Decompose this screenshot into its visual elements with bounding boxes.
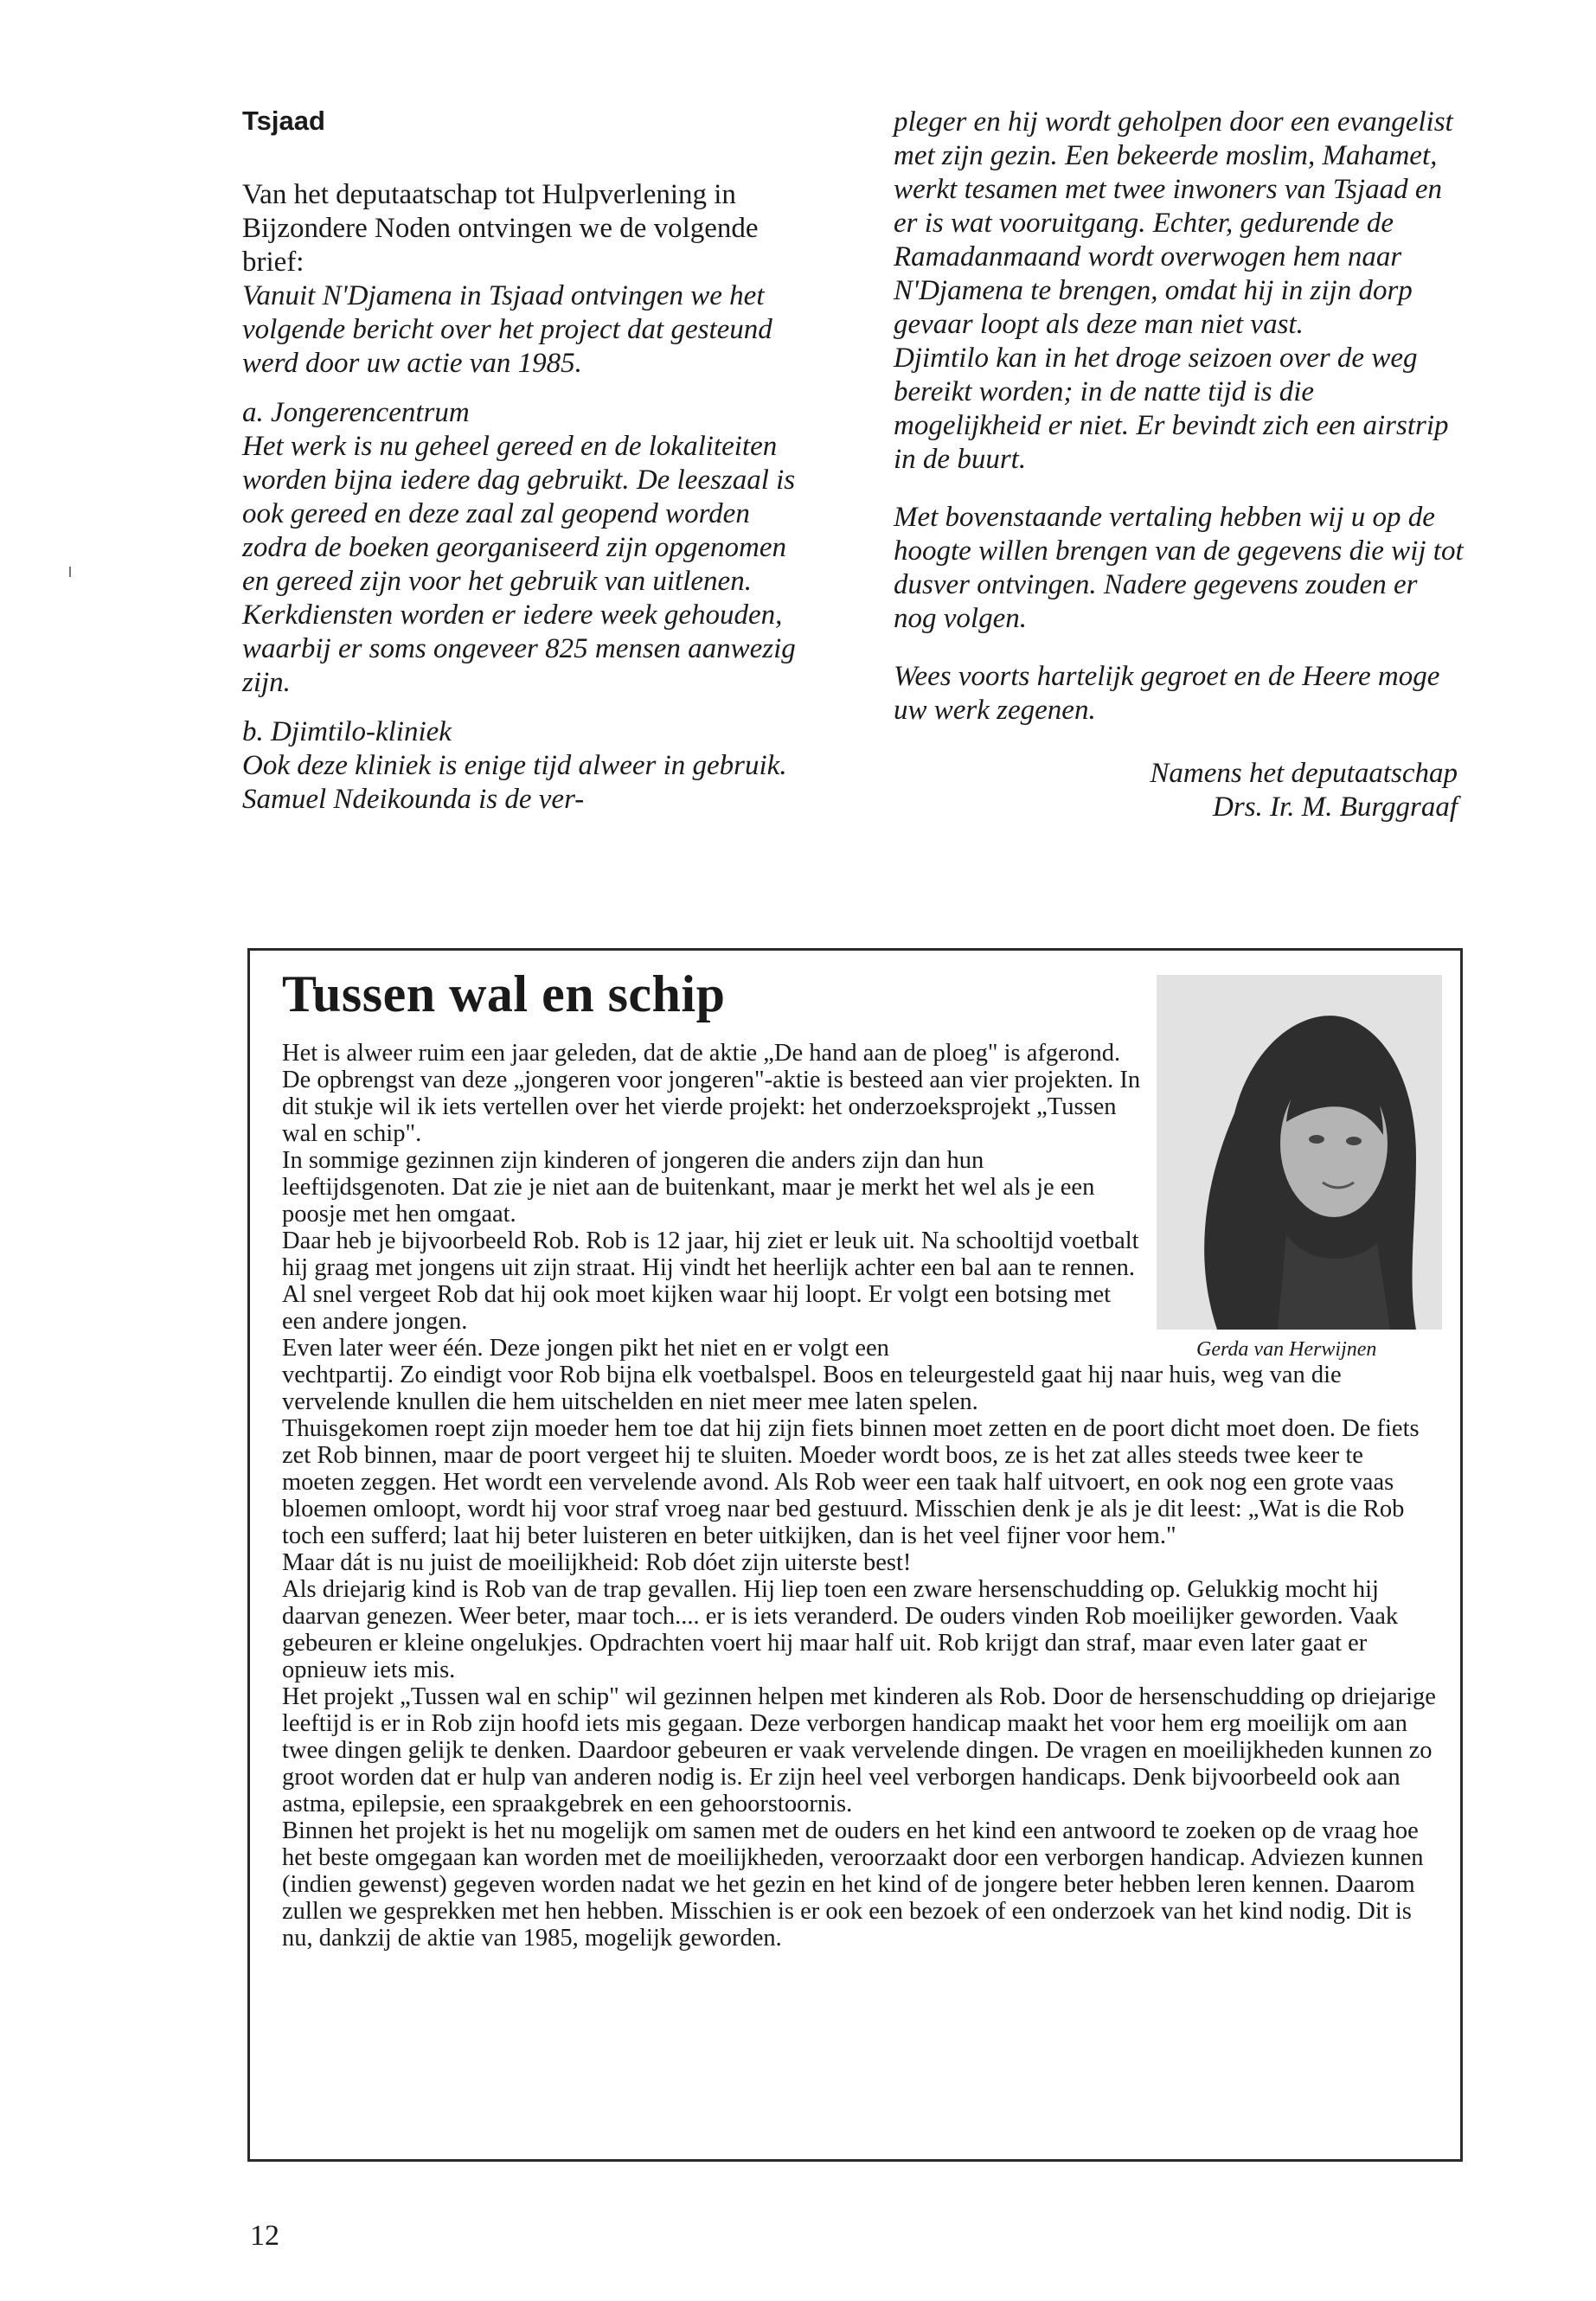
section-b-title: b. Djimtilo-kliniek xyxy=(242,716,452,747)
article-paragraph-2: In sommige gezinnen zijn kinderen of jongeren die anders zijn dan hun leeftijdsgenoten. Dat zie je niet aan de buitenkant, maar je merkt het wel als je een poosje met hen omgaat. xyxy=(282,1147,1095,1227)
page-number: 12 xyxy=(250,2220,279,2252)
letter-intro: Vanuit N'Djamena in Tsjaad ontvingen we het volgende bericht over het project dat gesteund werd door uw actie van 1985. xyxy=(242,280,772,379)
intro-paragraph: Van het deputaatschap tot Hulpverlening in Bijzondere Noden ontvingen we de volgende brief: xyxy=(242,179,759,278)
right-paragraph-4: Wees voorts hartelijk gegroet en de Heere moge uw werk zegenen. xyxy=(894,661,1440,726)
scan-mark xyxy=(69,567,71,577)
article-paragraph-1: Het is alweer ruim een jaar geleden, dat de aktie „De hand aan de ploeg" is afgerond. De opbrengst van deze „jongeren voor jongeren"-aktie is besteed aan vier projekten. In dit stukje wil ik iets vertellen over het vierde projekt: het onderzoeksprojekt „Tussen wal en schip". xyxy=(282,1040,1141,1147)
article-paragraph-3: Daar heb je bijvoorbeeld Rob. Rob is 12 jaar, hij ziet er leuk uit. Na schooltijd voetbalt hij graag met jongens uit zijn straat. Hij vindt het heerlijk achter een bal aan te rennen. Al snel vergeet Rob dat hij ook moet kijken waar hij loopt. Er volgt een botsing met een andere jongen. xyxy=(282,1227,1139,1335)
right-paragraph-1: pleger en hij wordt geholpen door een evangelist met zijn gezin. Een bekeerde moslim, Mahamet, werkt tesamen met twee inwoners van Tsjaad en er is wat vooruitgang. Echter, gedurende de Ramadanmaand wordt overwogen hem naar N'Djamena te brengen, omdat hij in zijn dorp gevaar loopt als deze man niet vast. xyxy=(894,106,1453,340)
article-paragraph-4b: vechtpartij. Zo eindigt voor Rob bijna elk voetbalspel. Boos en teleurgesteld gaat hij naar huis, weg van die vervelende knullen die hem uitschelden en niet meer mee laten spelen. xyxy=(282,1362,1342,1415)
section-b-text: Ook deze kliniek is enige tijd alweer in gebruik. Samuel Ndeikounda is de ver- xyxy=(242,750,787,815)
right-paragraph-3: Met bovenstaande vertaling hebben wij u op de hoogte willen brengen van de gegevens die wij tot dusver ontvingen. Nadere gegevens zouden er nog volgen. xyxy=(894,502,1464,634)
signature-block xyxy=(894,757,1465,824)
section-heading: Tsjaad xyxy=(242,106,325,136)
article-body xyxy=(282,1040,1437,1952)
right-paragraph-2: Djimtilo kan in het droge seizoen over de weg bereikt worden; in de natte tijd is die mogelijkheid er niet. Er bevindt zich een airstrip in de buurt. xyxy=(894,343,1449,475)
section-a-title: a. Jongerencentrum xyxy=(242,397,470,428)
photo-caption: Gerda van Herwijnen xyxy=(1196,1338,1377,1361)
article-title: Tussen wal en schip xyxy=(282,965,726,1022)
article-paragraph-4a: Even later weer één. Deze jongen pikt het niet en er volgt een xyxy=(282,1335,889,1362)
article-paragraph-5: Thuisgekomen roept zijn moeder hem toe dat hij zijn fiets binnen moet zetten en de poort dicht moet doen. De fiets zet Rob binnen, maar de poort vergeet hij te sluiten. Moeder wordt boos, ze is het zat alles steeds twee keer te moeten zeggen. Het wordt een vervelende avond. Als Rob weer een taak half uitvoert, en ook nog een grote vaas bloemen omloopt, wordt hij voor straf vroeg naar bed gestuurd. Misschien denk je als je dit leest: „Wat is die Rob toch een sufferd; laat hij beter luisteren en beter uitkijken, dan is het veel fijner voor hem." xyxy=(282,1415,1420,1549)
article-paragraph-6: Maar dát is nu juist de moeilijkheid: Rob dóet zijn uiterste best! xyxy=(282,1549,912,1576)
article-paragraph-8: Het projekt „Tussen wal en schip" wil gezinnen helpen met kinderen als Rob. Door de hersenschudding op driejarige leeftijd is er in Rob zijn hoofd iets mis gegaan. Deze verborgen handicap maakt het voor hem erg moeilijk om aan twee dingen gelijk te denken. Daardoor gebeuren er vaak vervelende dingen. De vragen en moeilijkheden kunnen zo groot worden dat er hulp van anderen nodig is. Er zijn heel veel verborgen handicaps. Denk bijvoorbeeld ook aan astma, epilepsie, een spraakgebrek en een gehoorstoornis. xyxy=(282,1683,1436,1817)
signature-line-2: Drs. Ir. M. Burggraaf xyxy=(1213,792,1458,823)
right-column xyxy=(894,106,1465,824)
left-column xyxy=(242,106,813,817)
article-box xyxy=(247,948,1463,2162)
signature-line-1: Namens het deputaatschap xyxy=(1150,758,1458,789)
article-paragraph-9: Binnen het projekt is het nu mogelijk om samen met de ouders en het kind een antwoord te zoeken op de vraag hoe het beste omgegaan kan worden met de moeilijkheden, veroorzaakt door een verborgen handicap. Adviezen kunnen (indien gewenst) gegeven worden nadat we het gezin en het kind of de jongere beter hebben leren kennen. Daarom zullen we gesprekken met hen hebben. Misschien is er ook een bezoek of een onderzoek van het kind nodig. Dit is nu, dankzij de aktie van 1985, mogelijk geworden. xyxy=(282,1817,1424,1952)
section-a-text: Het werk is nu geheel gereed en de lokaliteiten worden bijna iedere dag gebruikt. De leeszaal is ook gereed en deze zaal zal geopend worden zodra de boeken georganiseerd zijn opgenomen en gereed zijn voor het gebruik van uitlenen. Kerkdiensten worden er iedere week gehouden, waarbij er soms ongeveer 825 mensen aanwezig zijn. xyxy=(242,431,796,698)
article-paragraph-7: Als driejarig kind is Rob van de trap gevallen. Hij liep toen een zware hersenschudding op. Gelukkig mocht hij daarvan genezen. Weer beter, maar toch.... er is iets veranderd. De ouders vinden Rob moeilijker geworden. Vaak gebeuren er kleine ongelukjes. Opdrachten voert hij maar half uit. Rob krijgt dan straf, maar even later gaat er opnieuw iets mis. xyxy=(282,1576,1399,1683)
